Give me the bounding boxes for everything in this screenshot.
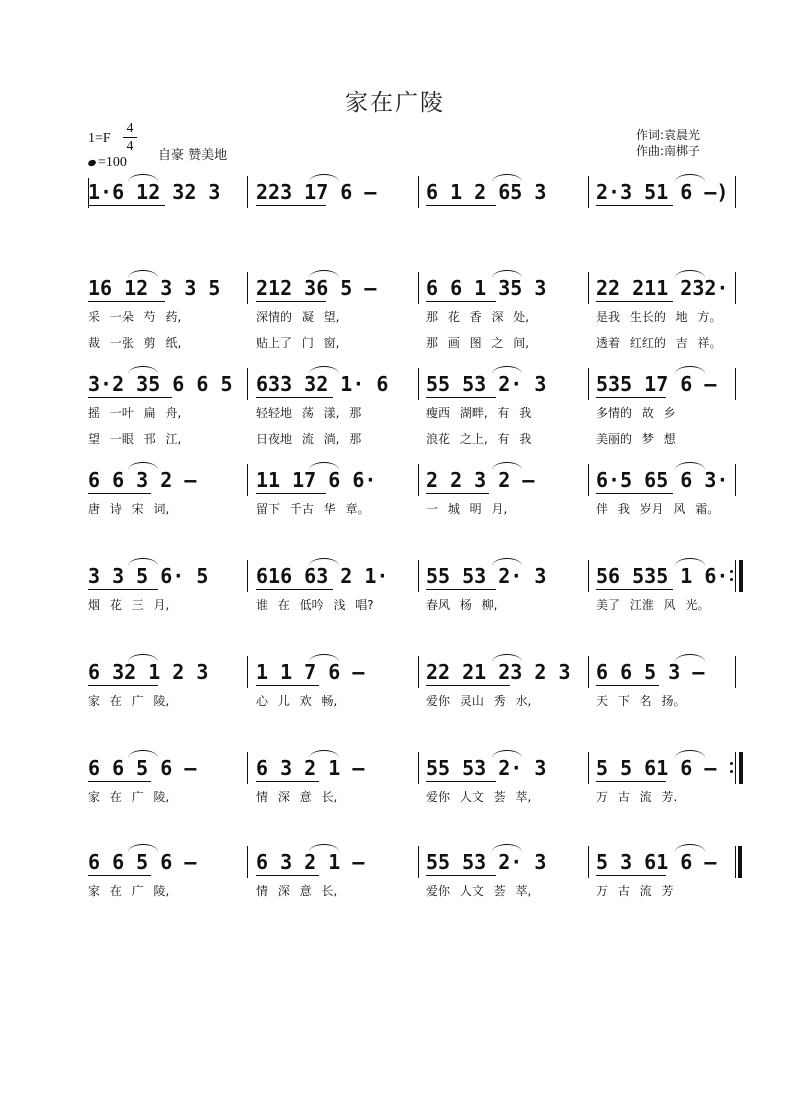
barline	[418, 752, 419, 784]
slur	[492, 366, 522, 374]
slur	[128, 366, 158, 374]
lyric-verse-1: 爱你 灵山 秀 水,	[426, 694, 532, 708]
lyric-verse-1: 爱你 人文 荟 萃,	[426, 790, 532, 804]
measure	[88, 180, 238, 260]
time-numerator: 4	[126, 121, 134, 136]
beam-line	[256, 875, 319, 876]
lyric-verse-2: 美丽的 梦 想	[596, 432, 676, 446]
measure	[426, 276, 576, 356]
barline	[418, 560, 419, 592]
slur	[492, 844, 522, 852]
slur	[675, 270, 705, 278]
repeat-dot	[730, 578, 733, 581]
beam-line	[596, 685, 659, 686]
barline	[418, 176, 419, 208]
barline	[588, 656, 589, 688]
measure	[256, 276, 406, 356]
barline	[735, 846, 736, 878]
beam-line	[596, 781, 666, 782]
repeat-barline	[739, 560, 743, 592]
beam-line	[256, 589, 333, 590]
slur	[492, 558, 522, 566]
repeat-dot	[730, 770, 733, 773]
measure	[88, 276, 238, 356]
note-group: 22 21 23 2 3	[426, 660, 571, 684]
beam-line	[256, 301, 326, 302]
note-group: 6 32 1 2 3	[88, 660, 209, 684]
measure	[596, 468, 746, 548]
note-group: 22 211 232·	[596, 276, 729, 300]
note-group: 3 3 5 6· 5	[88, 564, 209, 588]
lyric-verse-1: 摇 一叶 扁 舟,	[88, 406, 182, 420]
lyric-verse-2: 那 画 图 之 间,	[426, 336, 530, 350]
lyric-verse-1: 心 儿 欢 畅,	[256, 694, 338, 708]
beam-line	[88, 205, 165, 206]
note-group: 11 17 6 6·	[256, 468, 377, 492]
tempo-value: =100	[98, 155, 127, 170]
beam-line	[426, 685, 510, 686]
barline	[247, 464, 248, 496]
lyric-verse-2: 浪花 之上, 有 我	[426, 432, 532, 446]
note-group: 5 3 61 6 –	[596, 850, 717, 874]
lyric-verse-1: 万 古 流 芳	[596, 884, 674, 898]
composer-credit: 作曲:南梆子	[636, 144, 701, 158]
beam-line	[426, 397, 496, 398]
expression-marking: 自豪 赞美地	[158, 148, 228, 163]
lyric-verse-1: 谁 在 低吟 浅 唱?	[256, 598, 374, 612]
note-group: 616 63 2 1·	[256, 564, 389, 588]
note-group: 6 6 5 6 –	[88, 756, 197, 780]
slur	[128, 462, 158, 470]
measure	[596, 180, 746, 260]
time-signature	[123, 121, 137, 154]
note-group: 5 5 61 6 –	[596, 756, 717, 780]
slur	[128, 174, 158, 182]
barline	[247, 846, 248, 878]
barline	[247, 272, 248, 304]
key-signature: 1=F	[88, 131, 111, 146]
slur	[492, 654, 522, 662]
barline	[588, 272, 589, 304]
slur	[128, 844, 158, 852]
repeat-barline	[739, 752, 743, 784]
beam-line	[88, 781, 151, 782]
beam-line	[596, 589, 673, 590]
lyric-verse-1: 那 花 香 深 处,	[426, 310, 530, 324]
note-group: 6 3 2 1 –	[256, 756, 365, 780]
slur	[675, 654, 705, 662]
slur	[309, 750, 339, 758]
barline	[418, 368, 419, 400]
measure	[596, 372, 746, 452]
lyric-verse-2: 贴上了 门 窗,	[256, 336, 340, 350]
lyric-verse-1: 春风 杨 柳,	[426, 598, 498, 612]
barline	[418, 846, 419, 878]
time-denominator: 4	[126, 139, 134, 154]
lyric-verse-1: 家 在 广 陵,	[88, 790, 170, 804]
measure	[88, 372, 238, 452]
slur	[309, 844, 339, 852]
note-group: 212 36 5 –	[256, 276, 377, 300]
note-group: 6 1 2 65 3	[426, 180, 547, 204]
note-group: 3·2 35 6 6 5	[88, 372, 233, 396]
beam-line	[426, 875, 496, 876]
lyric-verse-1: 留下 千古 华 章。	[256, 502, 370, 516]
lyric-verse-1: 情 深 意 长,	[256, 790, 338, 804]
beam-line	[596, 875, 666, 876]
lyric-verse-1: 美了 江淮 风 光。	[596, 598, 710, 612]
note-group: 6 6 1 35 3	[426, 276, 547, 300]
beam-line	[88, 493, 151, 494]
credits	[636, 127, 700, 159]
barline	[588, 464, 589, 496]
lyric-verse-1: 深情的 凝 望,	[256, 310, 340, 324]
beam-line	[596, 205, 673, 206]
slur	[492, 174, 522, 182]
slur	[128, 558, 158, 566]
beam-line	[426, 205, 496, 206]
barline	[418, 656, 419, 688]
note-group: 55 53 2· 3	[426, 564, 547, 588]
time-divider	[123, 137, 137, 138]
note-group: 6 6 5 6 –	[88, 850, 197, 874]
note-group: 223 17 6 –	[256, 180, 377, 204]
measure	[256, 468, 406, 548]
lyric-verse-2: 裁 一张 剪 纸,	[88, 336, 182, 350]
beam-line	[596, 301, 673, 302]
lyric-verse-1: 采 一朵 芍 药,	[88, 310, 182, 324]
beam-line	[88, 301, 165, 302]
lyric-verse-2: 透着 红红的 吉 祥。	[596, 336, 722, 350]
measure	[426, 850, 576, 930]
note-group: 633 32 1· 6	[256, 372, 389, 396]
slur	[309, 654, 339, 662]
barline	[418, 272, 419, 304]
measure	[256, 850, 406, 930]
repeat-dot	[730, 570, 733, 573]
barline	[588, 368, 589, 400]
slur	[309, 174, 339, 182]
measure	[256, 564, 406, 644]
barline	[588, 176, 589, 208]
slur	[128, 654, 158, 662]
measure	[596, 660, 746, 740]
measure	[596, 276, 746, 356]
barline	[588, 846, 589, 878]
barline	[247, 656, 248, 688]
slur	[675, 558, 705, 566]
measure	[88, 660, 238, 740]
lyric-verse-1: 瘦西 湖畔, 有 我	[426, 406, 532, 420]
lyric-verse-1: 天 下 名 扬。	[596, 694, 686, 708]
beam-line	[426, 301, 496, 302]
barline	[418, 464, 419, 496]
beam-line	[88, 875, 151, 876]
note-group: 2·3 51 6 –)	[596, 180, 729, 204]
lyric-verse-1: 家 在 广 陵,	[88, 694, 170, 708]
note-group: 6 6 5 3 –	[596, 660, 705, 684]
note-group: 55 53 2· 3	[426, 850, 547, 874]
slur	[492, 270, 522, 278]
slur	[128, 750, 158, 758]
note-group: 6·5 65 6 3·	[596, 468, 729, 492]
slur	[492, 750, 522, 758]
lyric-verse-1: 是我 生长的 地 方。	[596, 310, 722, 324]
note-group: 1 1 7 6 –	[256, 660, 365, 684]
measure	[426, 468, 576, 548]
slur	[675, 750, 705, 758]
note-group: 6 3 2 1 –	[256, 850, 365, 874]
slur	[309, 462, 339, 470]
barline	[588, 560, 589, 592]
measure	[426, 372, 576, 452]
lyric-verse-1: 一 城 明 月,	[426, 502, 508, 516]
beam-line	[596, 493, 673, 494]
repeat-dot	[730, 762, 733, 765]
slur	[675, 844, 705, 852]
beam-line	[426, 493, 489, 494]
lyric-verse-1: 多情的 故 乡	[596, 406, 676, 420]
slur	[675, 174, 705, 182]
beam-line	[88, 397, 172, 398]
beam-line	[426, 781, 496, 782]
measure	[426, 756, 576, 836]
beam-line	[88, 589, 158, 590]
slur	[492, 462, 522, 470]
measure	[88, 468, 238, 548]
note-group: 56 535 1 6·	[596, 564, 729, 588]
lyric-verse-1: 万 古 流 芳.	[596, 790, 678, 804]
measure	[256, 180, 406, 260]
measure	[596, 756, 746, 836]
measure	[88, 850, 238, 930]
slur	[309, 558, 339, 566]
slur	[675, 462, 705, 470]
beam-line	[256, 205, 326, 206]
barline	[247, 368, 248, 400]
measure	[596, 850, 746, 930]
note-group: 535 17 6 –	[596, 372, 717, 396]
barline	[247, 560, 248, 592]
note-group: 2 2 3 2 –	[426, 468, 535, 492]
tempo-marking	[88, 155, 127, 171]
slur	[675, 366, 705, 374]
lyric-verse-2: 日夜地 流 淌, 那	[256, 432, 362, 446]
note-group: 55 53 2· 3	[426, 756, 547, 780]
barline	[247, 752, 248, 784]
barline	[735, 464, 736, 496]
final-barline	[738, 846, 742, 878]
lyric-verse-1: 轻轻地 荡 漾, 那	[256, 406, 362, 420]
quarter-note-icon	[87, 159, 97, 167]
measure	[426, 564, 576, 644]
barline	[588, 752, 589, 784]
page-title: 家在广陵	[345, 90, 445, 116]
beam-line	[88, 685, 158, 686]
note-group: 16 12 3 3 5	[88, 276, 221, 300]
measure	[426, 180, 576, 260]
slur	[309, 366, 339, 374]
beam-line	[256, 493, 326, 494]
measure	[256, 660, 406, 740]
beam-line	[256, 397, 333, 398]
measure	[596, 564, 746, 644]
slur	[128, 270, 158, 278]
lyricist-credit: 作词:袁晨光	[636, 128, 701, 142]
slur	[309, 270, 339, 278]
barline	[735, 272, 736, 304]
beam-line	[596, 397, 666, 398]
barline	[735, 560, 736, 592]
measure	[256, 372, 406, 452]
note-group: 1·6 12 32 3	[88, 180, 221, 204]
beam-line	[256, 781, 319, 782]
barline	[735, 368, 736, 400]
beam-line	[426, 589, 496, 590]
barline	[735, 752, 736, 784]
measure	[426, 660, 576, 740]
lyric-verse-1: 爱你 人文 荟 萃,	[426, 884, 532, 898]
note-group: 6 6 3 2 –	[88, 468, 197, 492]
beam-line	[256, 685, 319, 686]
lyric-verse-1: 唐 诗 宋 词,	[88, 502, 170, 516]
lyric-verse-1: 烟 花 三 月,	[88, 598, 170, 612]
barline	[735, 656, 736, 688]
barline	[247, 176, 248, 208]
measure	[256, 756, 406, 836]
lyric-verse-1: 伴 我 岁月 风 霜。	[596, 502, 720, 516]
lyric-verse-1: 情 深 意 长,	[256, 884, 338, 898]
measure	[88, 564, 238, 644]
lyric-verse-1: 家 在 广 陵,	[88, 884, 170, 898]
note-group: 55 53 2· 3	[426, 372, 547, 396]
lyric-verse-2: 望 一眼 邗 江,	[88, 432, 182, 446]
barline	[735, 176, 736, 208]
measure	[88, 756, 238, 836]
